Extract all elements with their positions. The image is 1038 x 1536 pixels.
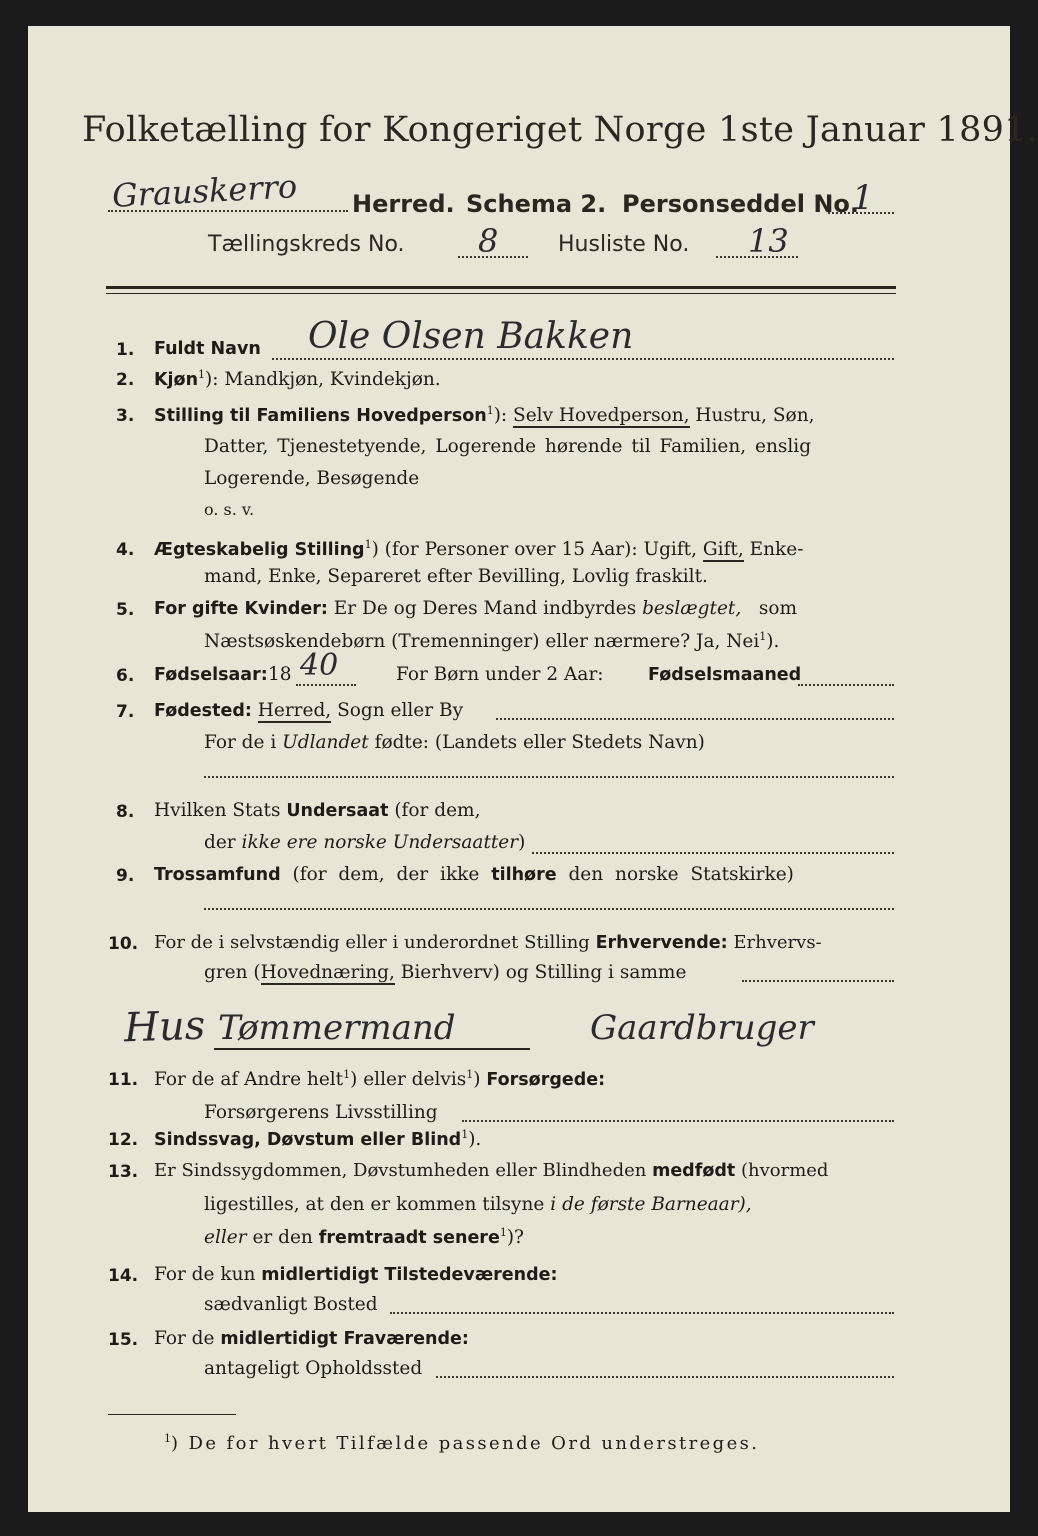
absent-label: midlertidigt Fraværende:	[220, 1329, 469, 1349]
married-women-label: For gifte Kvinder:	[154, 599, 328, 619]
item-4-number: 4.	[116, 540, 135, 560]
absent-text-a: For de	[154, 1328, 215, 1349]
married-women-rest: som	[758, 598, 798, 619]
herred-label: Herred.	[352, 190, 455, 218]
abroad-italic: Udlandet	[282, 732, 369, 753]
item-8-line-1	[154, 800, 480, 821]
family-position-colon: ):	[493, 405, 508, 427]
congenital-line2-a: ligestilles, at den er kommen tilsyne	[204, 1194, 545, 1215]
item-10-line-2	[204, 962, 686, 983]
footnote	[164, 1432, 759, 1454]
item-13-line-1	[154, 1160, 828, 1181]
citizenship-line2-a: der	[204, 832, 236, 853]
item-15-number: 15.	[108, 1330, 139, 1350]
item-7-line-2	[204, 732, 705, 753]
sex-label: Kjøn	[154, 370, 199, 391]
item-2-line	[154, 368, 441, 390]
religion-text-b: den norske Statskirke)	[568, 864, 794, 885]
abroad-dots	[204, 776, 894, 778]
family-position-label: Stilling til Familiens Hovedperson	[154, 406, 487, 427]
item-10-number: 10.	[108, 934, 139, 954]
full-name-handwritten: Ole Olsen Bakken	[308, 316, 634, 357]
item-10-line-1	[154, 932, 822, 953]
full-name-dots	[272, 358, 894, 360]
marital-status-selected: Gift,	[702, 539, 744, 561]
usual-residence-dots	[390, 1312, 894, 1314]
footnote-rule	[108, 1414, 236, 1415]
disability-end: ).	[468, 1129, 482, 1151]
item-5-line-1	[154, 598, 797, 619]
item-3-line-1	[154, 404, 815, 426]
birth-month-label: Fødselsmaaned	[648, 665, 802, 685]
birthplace-dots	[496, 718, 894, 720]
birth-year-prefix: 18	[268, 664, 292, 685]
disability-sup: 1	[461, 1128, 469, 1141]
marital-status-rest: Enke-	[749, 539, 804, 561]
occupation-handwritten-c: Gaardbruger	[590, 1008, 814, 1048]
census-form-sheet	[28, 26, 1010, 1512]
item-11-line-1	[154, 1068, 605, 1090]
congenital-line3-italic: eller	[204, 1227, 247, 1249]
item-12-line-1	[154, 1128, 481, 1150]
under-2-text: For Børn under 2 Aar:	[396, 664, 604, 685]
congenital-text-a: Er Sindssygdommen, Døvstumheden eller Blindheden	[154, 1160, 647, 1181]
item-11-number: 11.	[108, 1070, 139, 1090]
marital-status-text: ) (for Personer over 15 Aar): Ugift,	[371, 539, 697, 561]
personseddel-number: 1	[852, 178, 874, 218]
item-5-line-2	[204, 630, 779, 652]
citizenship-text-b: (for dem,	[394, 800, 481, 821]
item-11-line-2: Forsørgerens Livsstilling	[204, 1102, 438, 1123]
married-women-related: beslægtet,	[642, 598, 742, 619]
footnote-text: ) De for hvert Tilfælde passende Ord understreges.	[171, 1433, 760, 1454]
occupation-rest: Erhvervs-	[733, 932, 822, 953]
item-15-line-1	[154, 1328, 469, 1349]
congenital-rest: (hvormed	[740, 1160, 829, 1181]
married-women-end: ).	[766, 631, 780, 653]
residence-dots	[436, 1376, 894, 1378]
marital-status-label: Ægteskabelig Stilling	[154, 540, 365, 561]
occupation-line2-b: Bierhverv) og Stilling i samme	[394, 962, 687, 983]
item-3-number: 3.	[116, 406, 135, 426]
item-15-line-2: antageligt Opholdssted	[204, 1358, 423, 1379]
footnote-sup: 1	[164, 1432, 171, 1445]
occupation-handwritten-underline	[214, 1048, 530, 1050]
present-label: midlertidigt Tilstedeværende:	[261, 1265, 558, 1285]
item-14-line-1	[154, 1264, 558, 1285]
item-13-number: 13.	[108, 1162, 139, 1182]
item-3-line-4: o. s. v.	[204, 500, 255, 519]
form-title: Folketælling for Kongeriget Norge 1ste Januar 1891.	[82, 110, 1038, 150]
religion-label: Trossamfund	[154, 865, 281, 885]
present-text-a: For de kun	[154, 1264, 256, 1285]
married-women-question: Næstsøskendebørn (Tremenninger) eller nærmere? Ja, Nei	[204, 631, 760, 653]
item-4-line-1	[154, 538, 803, 560]
item-7-number: 7.	[116, 702, 135, 722]
sex-colon: ):	[205, 369, 225, 391]
item-13-line-3	[204, 1226, 524, 1248]
occupation-selected: Hovednæring,	[260, 962, 395, 983]
supported-text-a: For de af Andre helt	[154, 1069, 344, 1091]
birth-month-dots	[798, 684, 894, 686]
abroad-text-a: For de i	[204, 732, 277, 753]
occupation-text-a: For de i selvstændig eller i underordnet Stilling	[154, 932, 590, 953]
abroad-text-b: fødte: (Landets eller Stedets Navn)	[374, 732, 705, 753]
congenital-line2-italic: i de første Barneaar),	[550, 1194, 752, 1215]
item-4-line-2: mand, Enke, Separeret efter Bevilling, Lovlig fraskilt.	[204, 566, 708, 587]
full-name-label: Fuldt Navn	[154, 339, 261, 359]
married-women-sup: 1	[759, 630, 767, 643]
citizenship-text-a: Hvilken Stats	[154, 800, 281, 821]
husliste-number: 13	[748, 222, 789, 260]
birthplace-rest: Sogn eller By	[337, 700, 464, 721]
birthplace-selected: Herred,	[257, 700, 332, 721]
supported-label: Forsørgede:	[486, 1070, 606, 1091]
supporter-dots	[462, 1120, 894, 1122]
family-position-sup: 1	[486, 404, 494, 417]
header-rule-thick	[106, 286, 896, 289]
header-rule-thin	[106, 293, 896, 294]
religion-text-a: (for dem, der ikke	[292, 864, 480, 885]
item-14-line-2: sædvanligt Bosted	[204, 1294, 378, 1315]
supported-text-b: ) eller delvis	[350, 1069, 467, 1091]
occupation-handwritten-a: Hus	[123, 1002, 206, 1052]
occupation-line2-a: gren (	[204, 962, 261, 983]
supported-sup-1: 1	[343, 1068, 351, 1081]
item-8-line-2: der ikke ere norske Undersaatter)	[204, 832, 526, 853]
religion-dots	[204, 908, 894, 910]
sex-sup: 1	[198, 368, 206, 381]
family-position-rest: Hustru, Søn,	[695, 405, 815, 427]
item-2-number: 2.	[116, 370, 135, 390]
kreds-number: 8	[478, 222, 499, 260]
item-14-number: 14.	[108, 1266, 139, 1286]
birth-year-dots	[296, 684, 356, 686]
item-1-number: 1.	[116, 340, 135, 360]
marital-status-sup: 1	[364, 538, 372, 551]
congenital-bold: medfødt	[652, 1161, 736, 1181]
congenital-line3-a: er den	[252, 1227, 313, 1249]
congenital-sup: 1	[499, 1226, 507, 1239]
personseddel-label: Personseddel No.	[622, 190, 860, 218]
sex-option-female: Kvindekjøn.	[324, 369, 441, 391]
birthplace-label: Fødested:	[154, 701, 252, 721]
sex-option-male: Mandkjøn,	[224, 369, 324, 391]
congenital-line3-bold: fremtraadt senere	[318, 1228, 500, 1249]
item-7-line-1	[154, 700, 463, 721]
occupation-label: Erhvervende:	[595, 933, 728, 953]
item-13-line-2	[204, 1194, 752, 1215]
religion-bold: tilhøre	[491, 865, 557, 885]
item-8-number: 8.	[116, 802, 135, 822]
birth-year-label: Fødselsaar:	[154, 665, 268, 685]
schema-label: Schema 2.	[466, 190, 607, 218]
birth-year-handwritten: 40	[300, 648, 339, 683]
occupation-dots	[742, 980, 894, 982]
item-12-number: 12.	[108, 1130, 139, 1150]
item-5-number: 5.	[116, 600, 135, 620]
item-9-line-1	[154, 864, 794, 885]
citizenship-dots	[532, 852, 894, 854]
supported-text-c: )	[473, 1069, 481, 1091]
occupation-handwritten-b: Tømmermand	[218, 1008, 456, 1048]
married-women-text: Er De og Deres Mand indbyrdes	[333, 598, 637, 619]
disability-label: Sindssvag, Døvstum eller Blind	[154, 1130, 462, 1151]
municipality-handwritten: Grauskerro	[111, 167, 299, 215]
kreds-label: Tællingskreds No.	[208, 232, 405, 257]
congenital-line3-end: )?	[506, 1227, 524, 1249]
citizenship-label: Undersaat	[286, 801, 389, 821]
supported-sup-2: 1	[466, 1068, 474, 1081]
item-3-line-3: Logerende, Besøgende	[204, 468, 420, 489]
citizenship-line2-italic: ikke ere norske Undersaatter	[241, 832, 519, 853]
family-position-selected: Selv Hovedperson,	[513, 405, 690, 427]
item-6-number: 6.	[116, 666, 135, 686]
item-3-line-2: Datter, Tjenestetyende, Logerende hørende til Familien, enslig	[204, 436, 812, 457]
husliste-label: Husliste No.	[558, 232, 690, 257]
item-9-number: 9.	[116, 866, 135, 886]
